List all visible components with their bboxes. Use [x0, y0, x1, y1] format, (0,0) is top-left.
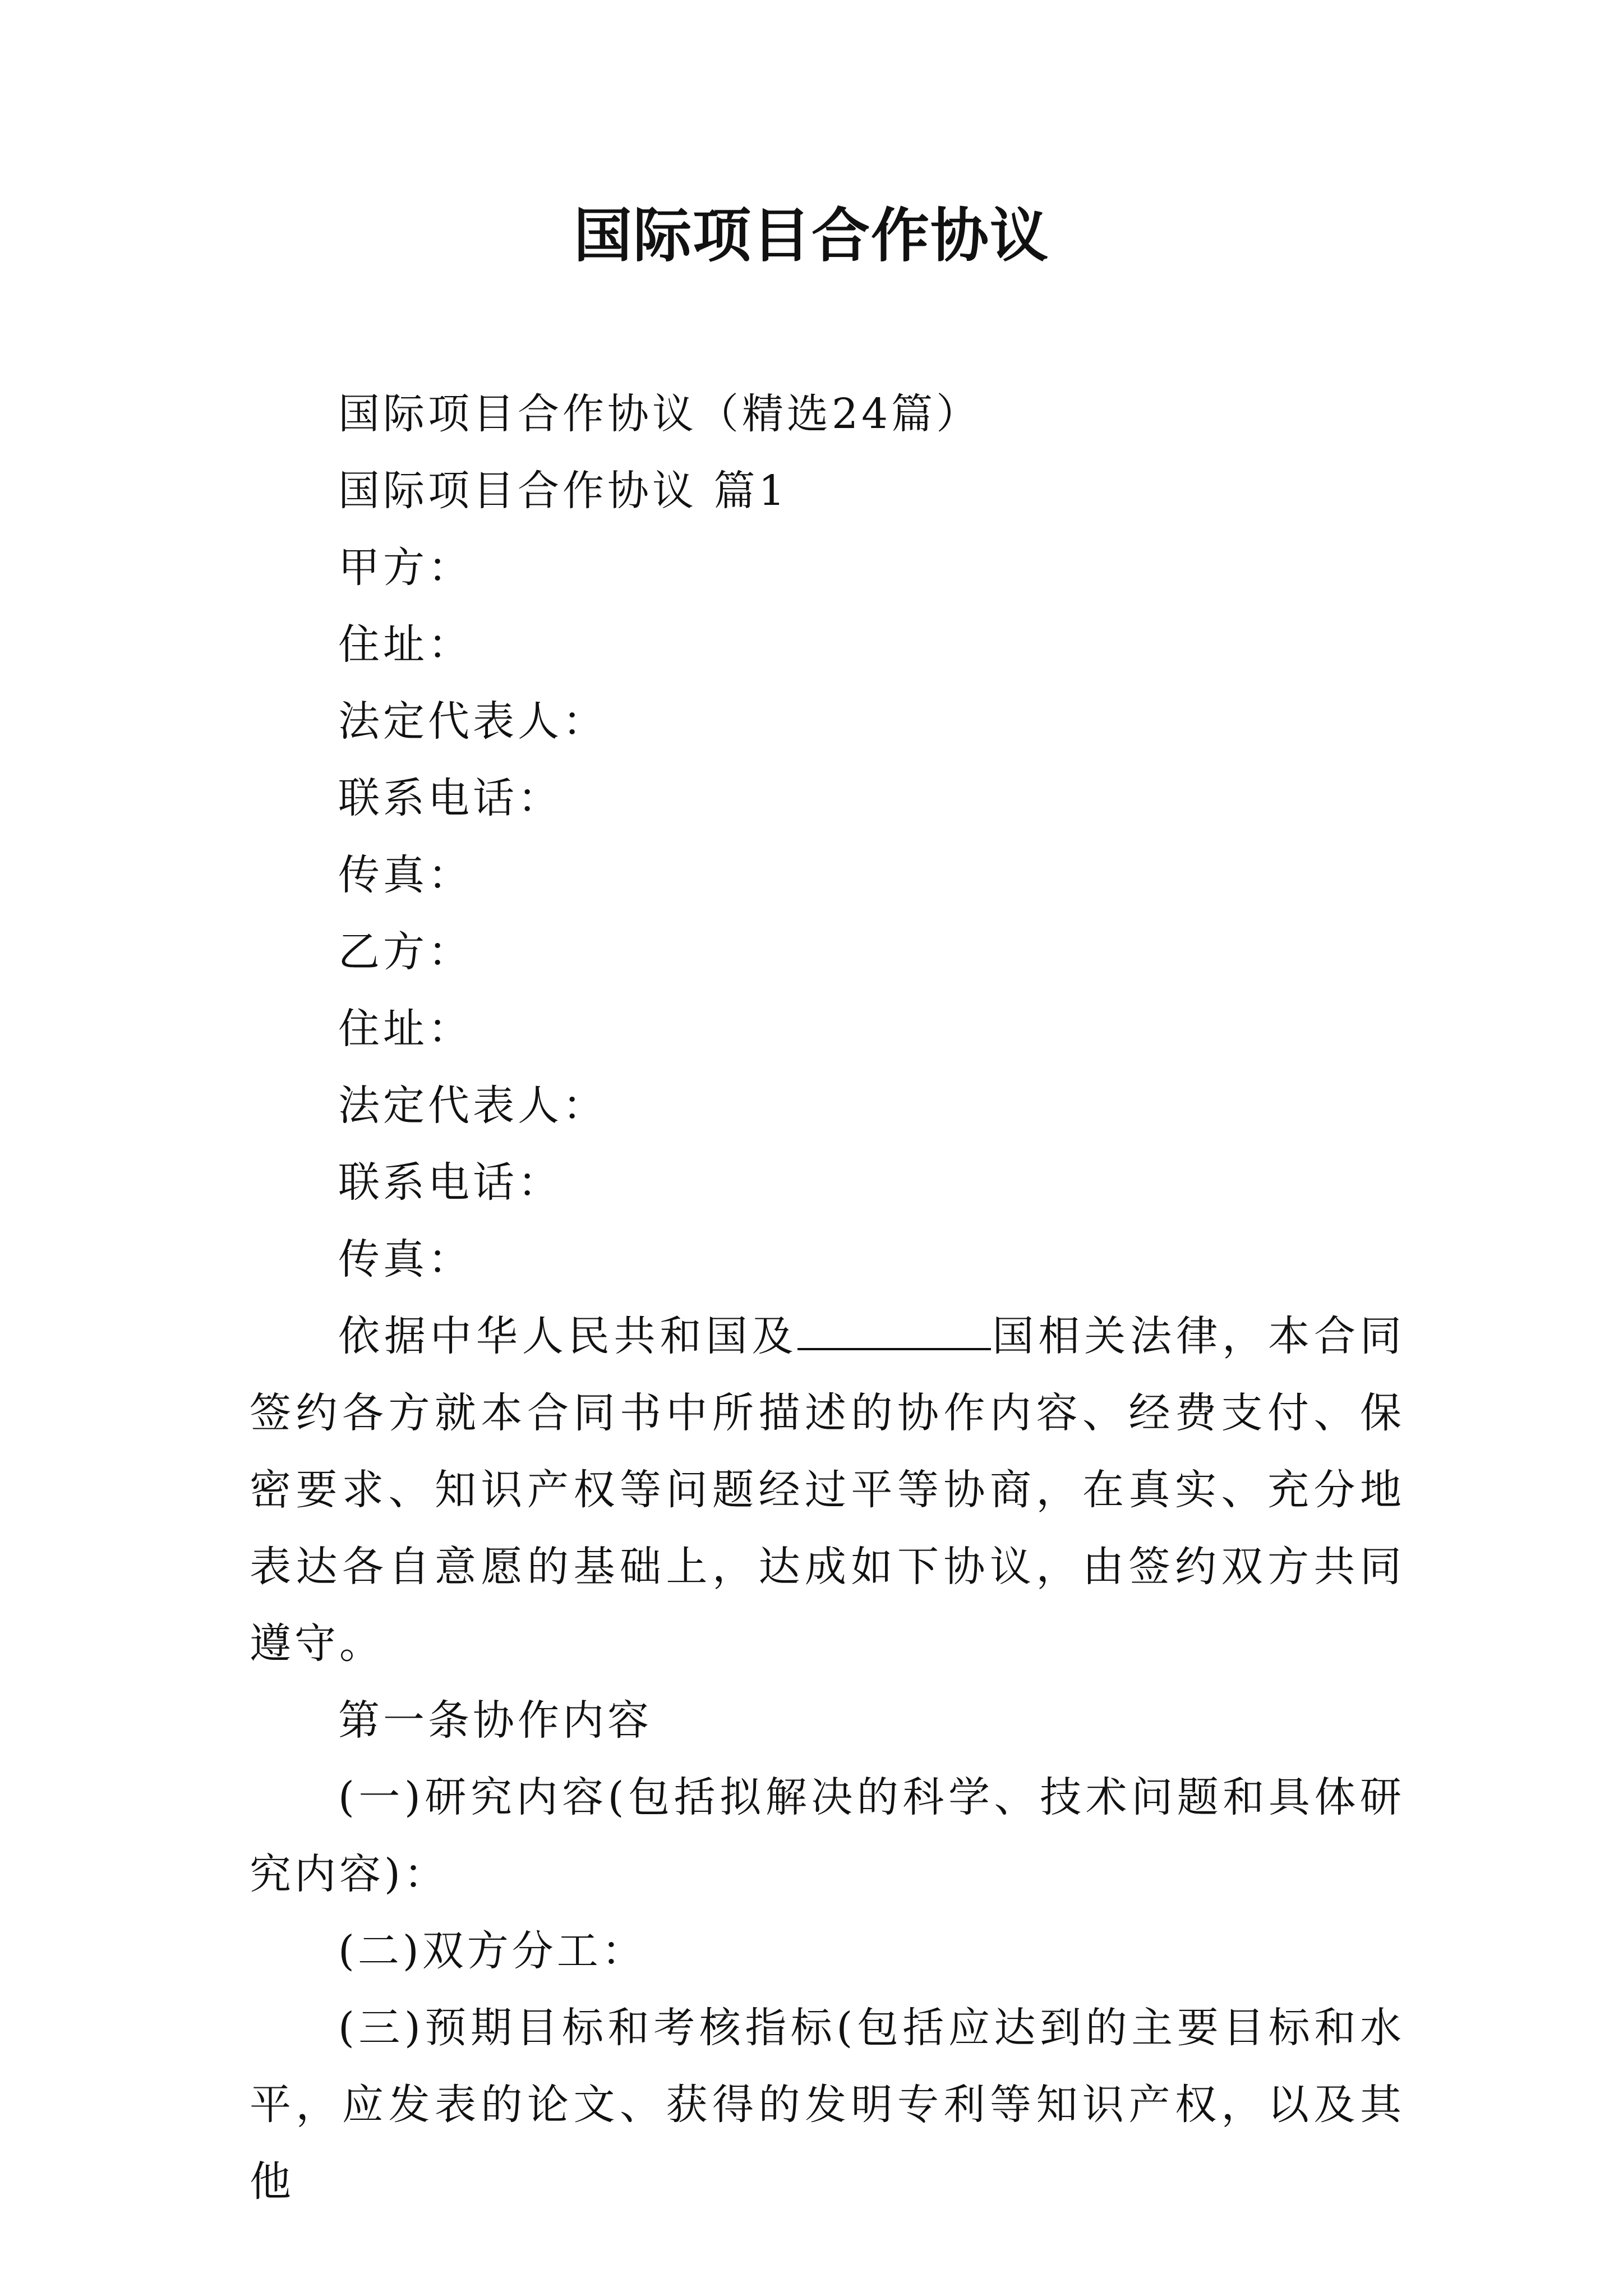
- preamble-paragraph: [250, 1298, 1405, 1682]
- document-subtitle: 国际项目合作协议（精选24篇）: [338, 390, 981, 438]
- item-1-research-content: (一)研究内容(包括拟解决的科学、技术问题和具体研究内容)：: [250, 1773, 1405, 1898]
- party-b-fax: 传真：: [338, 1235, 473, 1283]
- section-heading: 国际项目合作协议 篇1: [338, 467, 789, 515]
- party-b-label: 乙方：: [338, 928, 473, 976]
- party-a-phone: 联系电话：: [338, 774, 562, 822]
- party-b-phone: 联系电话：: [338, 1158, 562, 1207]
- item-3-expected-goals: (三)预期目标和考核指标(包括应达到的主要目标和水平，应发表的论文、获得的发明专利等知识产权，以及其他: [250, 2004, 1405, 2206]
- party-a-label: 甲方：: [338, 544, 473, 592]
- party-b-legal-rep: 法定代表人：: [338, 1082, 607, 1130]
- document-title: 国际项目合作协议: [573, 201, 1049, 270]
- item-2-division-of-work: (二)双方分工：: [338, 1927, 647, 1975]
- article-1-heading: 第一条协作内容: [338, 1696, 652, 1745]
- preamble-rest: 国相关法律，本合同签约各方就本合同书中所描述的协作内容、经费支付、保密要求、知识产权等问题经过平等协商，在真实、充分地表达各自意愿的基础上，达成如下协议，由签约双方共同遵守。: [250, 1312, 1405, 1668]
- document-body: [250, 376, 1405, 2220]
- country-blank-line: [797, 1309, 991, 1350]
- party-b-address: 住址：: [338, 1005, 473, 1053]
- party-a-fax: 传真：: [338, 851, 473, 899]
- party-a-legal-rep: 法定代表人：: [338, 697, 607, 746]
- party-a-address: 住址：: [338, 620, 473, 669]
- preamble-start: 依据中华人民共和国及: [338, 1312, 798, 1360]
